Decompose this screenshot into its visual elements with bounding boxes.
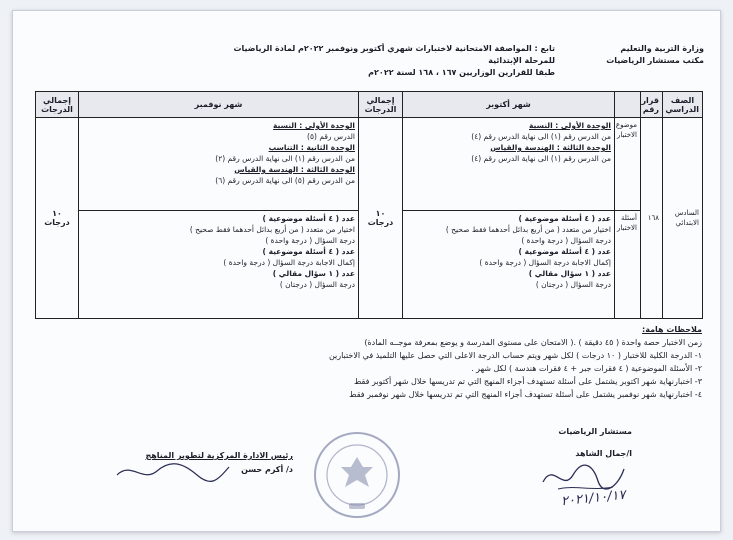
october-total-value: ١٠ bbox=[375, 209, 386, 218]
note-item: ٣- اختبارنهاية شهر اكتوبر يشتمل على أسئلة تستهدف أجزاء المنهج التي تم تدريسها خلال شهر أكتوبر فقط bbox=[353, 377, 702, 386]
november-lessons-3: من الدرس رقم (٥) الى نهاية الدرس رقم (٦) bbox=[215, 176, 355, 185]
november-lessons-2: من الدرس رقم (١) الى نهاية الدرس رقم (٢) bbox=[215, 154, 355, 163]
october-total-cell bbox=[359, 118, 403, 319]
october-questions-cell bbox=[403, 211, 615, 319]
advisor-name: ا/جمال الشاهد bbox=[575, 449, 632, 458]
advisor-title: مستشار الرياضيات bbox=[558, 427, 632, 436]
november-topics-cell bbox=[79, 118, 359, 211]
header-october: شهر أكتوبر bbox=[403, 92, 615, 118]
row-type-topic: موضوع الاختبار bbox=[615, 118, 641, 211]
ministry-name: وزارة التربية والتعليم bbox=[620, 44, 704, 53]
november-question-line: درجة السؤال ( درجة واحدة ) bbox=[265, 236, 355, 246]
title-line-2: طبقا للقرارين الوزاريين ١٦٧ ، ١٦٨ لسنة ٢٠٢٢م bbox=[368, 68, 555, 77]
note-item: ٤- اختبارنهاية شهر نوفمبر يشتمل على أسئلة تستهدف أجزاء المنهج التي تم تدريسها خلال شهر نوفمبر فقط bbox=[349, 390, 702, 399]
notes-title: ملاحظات هامة: bbox=[642, 325, 702, 334]
october-lessons-1: من الدرس رقم (١) الى نهاية الدرس رقم (٤) bbox=[471, 132, 611, 141]
november-total-cell bbox=[36, 118, 79, 319]
director-title: رئيس الادارة المركزية لتطوير المناهج bbox=[145, 451, 293, 460]
office-name: مكتب مستشار الرياضيات bbox=[606, 56, 704, 65]
director-name: د/ أكرم حسن bbox=[241, 465, 293, 474]
october-topics-cell bbox=[403, 118, 615, 211]
november-question-line: درجة السؤال ( درجتان ) bbox=[279, 280, 355, 290]
director-signature-scribble bbox=[113, 457, 233, 487]
october-unit-1: الوحدة الأولى : النسبة bbox=[529, 121, 611, 130]
october-lessons-3: من الدرس رقم (١) الى نهاية الدرس رقم (٤) bbox=[471, 154, 611, 163]
handwritten-date: ٢٠٢١/١٠/١٧ bbox=[560, 487, 627, 510]
november-question-line: عدد ( ٤ أسئلة موضوعية ) bbox=[262, 247, 355, 257]
table-header-row bbox=[36, 92, 703, 118]
october-question-line: عدد ( ١ سؤال مقالي ) bbox=[528, 269, 611, 279]
november-total-unit: درجات bbox=[44, 218, 70, 227]
october-total-unit: درجات bbox=[367, 218, 394, 227]
note-item: زمن الاختبار حصة واحدة ( ٤٥ دقيقة ) .( الامتحان على مستوى المدرسة و يوضع بمعرفة موجــه المادة) bbox=[364, 338, 702, 347]
grade-cell: السادس الابتدائي bbox=[663, 118, 703, 319]
november-question-line: عدد ( ٤ أسئلة موضوعية ) bbox=[262, 214, 355, 224]
header-grade: الصف الدراسي bbox=[663, 92, 703, 118]
note-item: ٢- الأسئلة الموضوعية ( ٤ فقرات جبر + ٤ فقرات هندسة ) لكل شهر . bbox=[471, 364, 702, 373]
row-type-questions: أسئلة الاختبار bbox=[615, 211, 641, 319]
october-question-line: اختيار من متعدد ( من أربع بدائل أحدهما فقط صحيح ) bbox=[445, 225, 611, 235]
document-header-issuer bbox=[606, 43, 704, 67]
october-question-line: درجة السؤال ( درجة واحدة ) bbox=[521, 236, 611, 246]
header-november: شهر نوفمبر bbox=[79, 92, 359, 118]
title-line-1: تابع : المواصفة الامتحانية لاختبارات شهري أكتوبر ونوفمبر ٢٠٢٢م لمادة الرياضيات للمرحلة الإبتدائية bbox=[233, 44, 555, 65]
november-lesson-5: الدرس رقم (٥) bbox=[307, 132, 355, 141]
november-unit-3: الوحدة الثالثة : الهندسة والقياس bbox=[234, 165, 355, 174]
november-question-line: إكمال الاجابة درجة السؤال ( درجة واحدة ) bbox=[223, 258, 355, 268]
document-title bbox=[225, 43, 555, 79]
november-question-line: اختيار من متعدد ( من أربع بدائل أحدهما فقط صحيح ) bbox=[189, 225, 355, 235]
signature-advisor bbox=[558, 425, 632, 461]
header-october-total: إجمالي الدرجات bbox=[359, 92, 403, 118]
specification-table bbox=[35, 91, 703, 319]
october-unit-3: الوحدة الثالثة : الهندسة والقياس bbox=[490, 143, 611, 152]
october-question-line: عدد ( ٤ أسئلة موضوعية ) bbox=[518, 247, 611, 257]
header-november-total: إجمالي الدرجات bbox=[36, 92, 79, 118]
important-notes bbox=[42, 323, 702, 401]
october-question-line: عدد ( ٤ أسئلة موضوعية ) bbox=[518, 214, 611, 224]
decree-cell: ١٦٨ bbox=[641, 118, 663, 319]
note-item: ١- الدرجة الكلية للاختبار ( ١٠ درجات ) لكل شهر ويتم حساب الدرجة الاعلى التي حصل عليها التلميذ في الاختبارين bbox=[328, 351, 702, 360]
november-unit-1: الوحدة الأولى : النسبة bbox=[273, 121, 355, 130]
november-unit-2: الوحدة الثانية : التناسب bbox=[268, 143, 355, 152]
official-seal-icon bbox=[311, 429, 403, 521]
header-type bbox=[615, 92, 641, 118]
header-decree: قرار رقم bbox=[641, 92, 663, 118]
table-row bbox=[36, 118, 703, 211]
document-sheet bbox=[12, 10, 721, 532]
november-questions-cell bbox=[79, 211, 359, 319]
november-total-value: ١٠ bbox=[52, 209, 62, 218]
october-question-line: درجة السؤال ( درجتان ) bbox=[535, 280, 611, 290]
november-question-line: عدد ( ١ سؤال مقالي ) bbox=[272, 269, 355, 279]
october-question-line: إكمال الاجابة درجة السؤال ( درجة واحدة ) bbox=[479, 258, 611, 268]
